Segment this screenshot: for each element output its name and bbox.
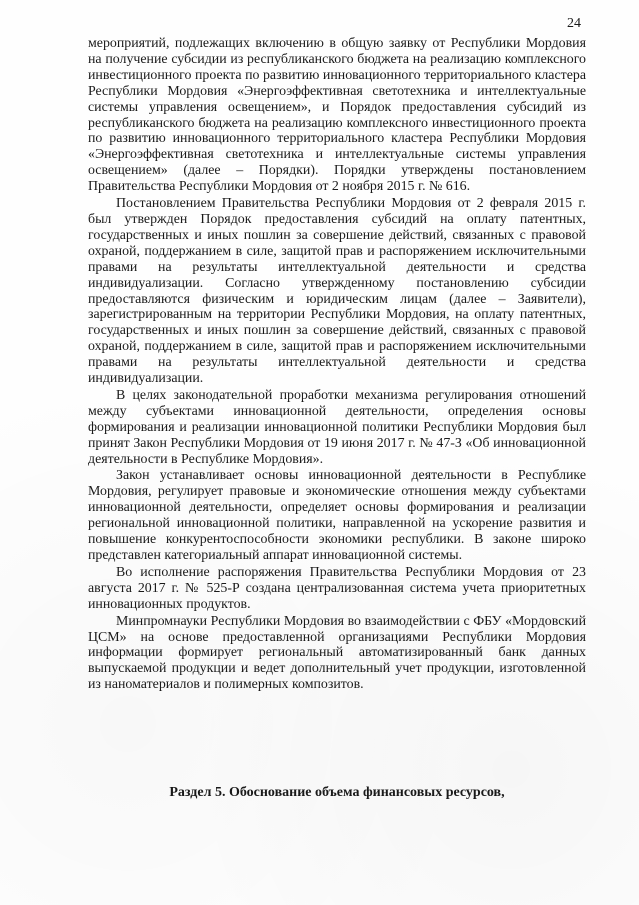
paragraph-patent-subsidies: Постановлением Правительства Республики Мордовия от 2 февраля 2015 г. был утвержден Порядок предоставления субсидий на оплату патентных, государственных и иных пошлин за совершение действий, связанных с правовой охраной, поддержанием в силе, защитой прав и распоряжением исключительными правами на результаты интеллектуальной деятельности и средства индивидуализации. Согласно утвержденному постановлению субсидии предоставляются физическим и юридическим лицам (далее – Заявители), зарегистрированным на территории Республики Мордовия, на оплату патентных, государственных и иных пошлин за совершение действий, связанных с правовой охраной, поддержанием в силе, защитой прав и распоряжением исключительными правами на результаты интеллектуальной деятельности и средства индивидуализации. <box>88 196 586 387</box>
paragraph-accounting-system: Во исполнение распоряжения Правительства Республики Мордовия от 23 августа 2017 г. № 525-Р создана централизованная система учета приоритетных инновационных продуктов. <box>88 564 586 612</box>
section-heading: Раздел 5. Обоснование объема финансовых ресурсов, <box>169 785 505 800</box>
paragraph-ministry-databank: Минпромнауки Республики Мордовия во взаимодействии с ФБУ «Мордовский ЦСМ» на основе предоставленной организациями Республики Мордовия информации формирует региональный автоматизированный банк данных выпускаемой продукции и ведет дополнительный учет продукции, изготовленной из наноматериалов и полимерных композитов. <box>88 613 586 693</box>
paragraph-law-description: Закон устанавливает основы инновационной деятельности в Республике Мордовия, регулирует правовые и экономические отношения между субъектами инновационной деятельности, определяет основы формирования и реализации региональной инновационной политики, направленной на ускорение развития и повышение конкурентоспособности экономики республики. В законе широко представлен категориальный аппарат инновационной системы. <box>88 468 586 563</box>
paragraph-innovation-law-adoption: В целях законодательной проработки механизма регулирования отношений между субъектами инновационной деятельности, определения основы формирования и реализации инновационной политики Республики Мордовия был принят Закон Республики Мордовия от 19 июня 2017 г. № 47-З «Об инновационной деятельности в Республике Мордовия». <box>88 387 586 467</box>
paragraph-continued: мероприятий, подлежащих включению в общую заявку от Республики Мордовия на получение субсидии из республиканского бюджета на реализацию комплексного инвестиционного проекта по развитию инновационного территориального кластера Республики Мордовия «Энергоэффективная светотехника и интеллектуальные системы управления освещением», и Порядок предоставления субсидий из республиканского бюджета на реализацию комплексного инвестиционного проекта по развитию инновационного территориального кластера Республики Мордовия «Энергоэффективная светотехника и интеллектуальные системы управления освещением» (далее – Порядки). Порядки утверждены постановлением Правительства Республики Мордовия от 2 ноября 2015 г. № 616. <box>88 36 586 195</box>
document-body <box>88 36 586 694</box>
page-number: 24 <box>567 16 581 31</box>
